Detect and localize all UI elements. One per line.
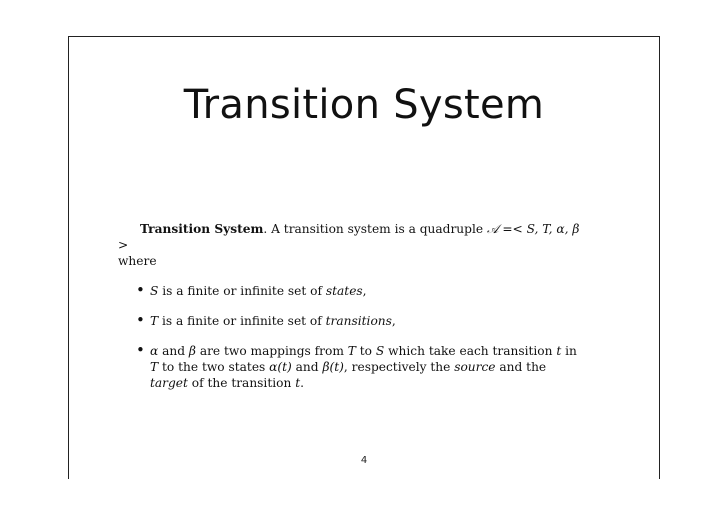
item-text: are two mappings from (195, 344, 348, 358)
item-emphasis: states (325, 284, 363, 298)
definition-quadruple: 𝒜 =< S, T, α, β > (118, 222, 580, 252)
item-math: α(t) (269, 360, 292, 374)
definition-text: . A transition system is a quadruple (263, 222, 487, 236)
item-math: T (150, 314, 159, 328)
item-math: β (188, 344, 196, 358)
list-item (118, 343, 586, 391)
item-text: in (561, 344, 577, 358)
list-item (118, 283, 586, 299)
item-math: t (295, 376, 301, 390)
item-text: is a finite or infinite set of (158, 314, 326, 328)
item-math: S (375, 344, 385, 358)
item-math: t (556, 344, 562, 358)
item-end: , (362, 284, 367, 298)
item-emphasis: target (150, 376, 188, 390)
slide-title: Transition System (183, 82, 545, 128)
item-text: , respectively the (343, 360, 455, 374)
item-emphasis: source (454, 360, 496, 374)
item-text: of the transition (187, 376, 296, 390)
item-text: to (355, 344, 376, 358)
definition-term: Transition System (140, 222, 264, 236)
item-math: S (150, 284, 159, 298)
definition-paragraph (118, 221, 586, 269)
item-text: which take each transition (384, 344, 557, 358)
page-number: 4 (360, 455, 368, 466)
item-text: and the (495, 360, 547, 374)
item-math: T (347, 344, 356, 358)
list-item (118, 313, 586, 329)
slide-body (118, 221, 586, 405)
item-text: is a finite or infinite set of (158, 284, 326, 298)
item-math: T (150, 360, 159, 374)
item-math: α (150, 344, 159, 358)
item-emphasis: transitions (325, 314, 392, 328)
item-text: and (158, 344, 189, 358)
item-text: and (291, 360, 323, 374)
definition-where: where (118, 254, 157, 268)
definition-list (118, 283, 586, 391)
item-text: to the two states (158, 360, 270, 374)
item-math: β(t) (322, 360, 344, 374)
item-end: , (391, 314, 396, 328)
item-end: . (300, 376, 304, 390)
